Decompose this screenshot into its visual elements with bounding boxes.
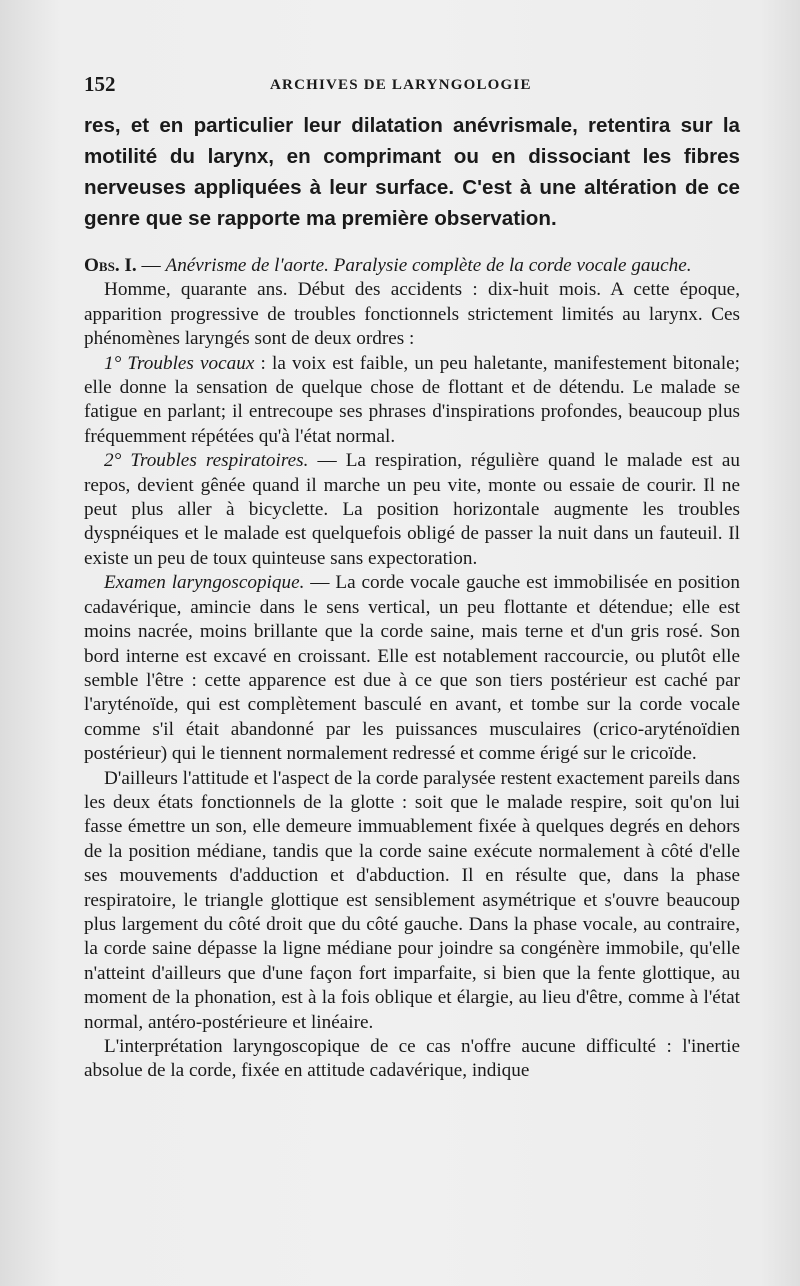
respiratory-troubles-label: 2° Troubles respiratoires.: [104, 450, 309, 472]
observation-heading: [84, 254, 740, 278]
observation-label: Obs. I.: [84, 255, 137, 276]
paragraph-laryngoscopic-exam: [84, 571, 740, 766]
page-number: 152: [84, 72, 116, 96]
intro-paragraph: res, et en particulier leur dilatation anévrismale, retentira sur la motilité du larynx, en comprimant ou en dissociant les fibres nerveuses appliquées à leur surface. C'est à une altération de ce genre que se rapporte ma première observation.: [84, 114, 740, 230]
paragraph-vocal-troubles: [84, 352, 740, 450]
intro-block: [84, 110, 740, 234]
laryngoscopic-exam-label: Examen laryngoscopique.: [104, 572, 305, 594]
observation-block: [84, 254, 740, 1084]
respiratory-troubles-text: — La respiration, régulière quand le malade est au repos, devient gênée quand il marche un peu vite, monte ou essaie de courir. Il ne peut plus aller à bicyclette. La position horizontale augmente les troubles dyspnéiques et le malade est quelquefois obligé de passer la nuit dans un fauteuil. Il existe un peu de toux quinteuse sans expectoration.: [84, 450, 741, 569]
laryngoscopic-exam-text: — La corde vocale gauche est immobilisée en position cadavérique, amincie dans le sens vertical, un peu flottante et détendue; elle est moins nacrée, moins brillante que la corde saine, mais terne et d'un gris rosé. Son bord interne est excavé en croissant. Elle est notablement raccourcie, ou plutôt elle semble l'être : cette apparence est due à ce que son tiers postérieur est caché par l'aryténoïde, qui est complètement basculé en avant, et tombe sur la corde vocale comme s'il était abandonné par les puissances musculaires (crico-aryténoïdien postérieur) qui le tiennent normalement redressé et comme érigé sur le cricoïde.: [84, 572, 740, 765]
page-body: [84, 110, 740, 1084]
paragraph-history: Homme, quarante ans. Début des accidents : dix-huit mois. A cette époque, apparition progressive de troubles fonctionnels strictement limités au larynx. Ces phénomènes laryngés sont de deux ordres :: [84, 279, 740, 350]
paragraph-respiratory-troubles: [84, 449, 740, 571]
vocal-troubles-label: 1° Troubles vocaux: [104, 352, 255, 374]
vocal-troubles-text: : la voix est faible, un peu haletante, manifestement bitonale; elle donne la sensation de quelque chose de flottant et de détendu. Le malade se fatigue en parlant; il entrecoupe ses phrases d'inspirations profondes, beaucoup plus fréquemment répétées qu'à l'état normal.: [84, 352, 741, 447]
running-title: ARCHIVES DE LARYNGOLOGIE: [270, 77, 532, 93]
observation-dash: —: [136, 255, 166, 276]
page-header: [84, 72, 744, 102]
paragraph-interpretation: L'interprétation laryngoscopique de ce cas n'offre aucune difficulté : l'inertie absolue de la corde, fixée en attitude cadavérique, indique: [84, 1036, 740, 1082]
observation-title: Anévrisme de l'aorte. Paralysie complète de la corde vocale gauche.: [165, 255, 692, 276]
paragraph-glottis-states: D'ailleurs l'attitude et l'aspect de la corde paralysée restent exactement pareils dans les deux états fonctionnels de la glotte : soit que le malade respire, soit qu'on lui fasse émettre un son, elle demeure immuablement fixée à quelques degrés en dehors de la position médiane, tandis que la corde saine exécute normalement à côté d'elle ses mouvements d'adduction et d'abduction. Il en résulte que, dans la phase respiratoire, le triangle glottique est sensiblement asymétrique et s'ouvre beaucoup plus largement du côté droit que du côté gauche. Dans la phase vocale, au contraire, la corde saine dépasse la ligne médiane pour joindre sa congénère immobile, qu'elle n'atteint d'ailleurs que d'une façon fort imparfaite, si bien que la fente glottique, au moment de la phonation, est à la fois oblique et élargie, au lieu d'être, comme à l'état normal, antéro-postérieure et linéaire.: [84, 767, 740, 1033]
